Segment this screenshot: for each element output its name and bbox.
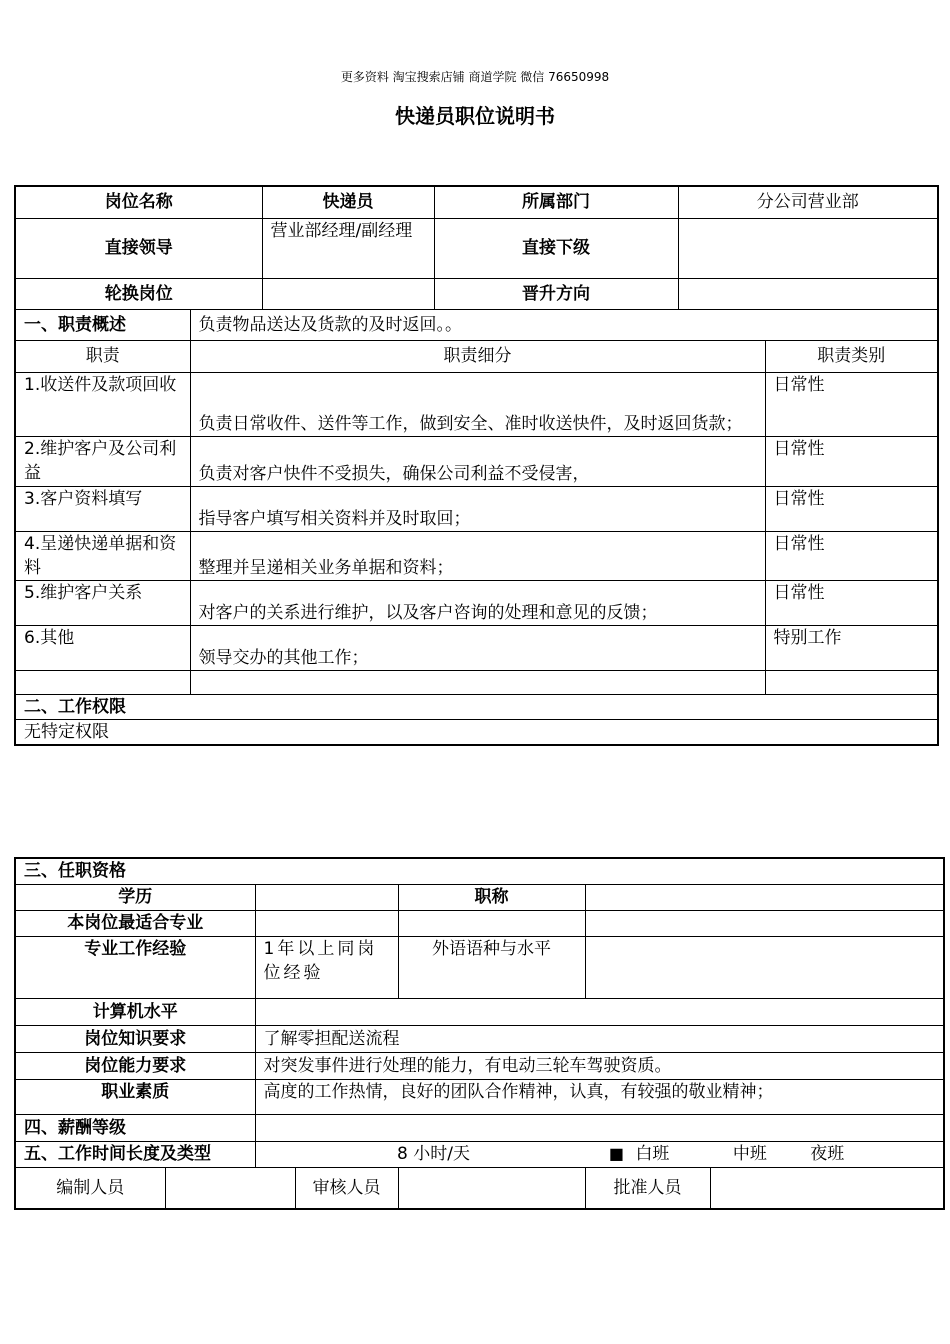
- authority-label-row: [15, 694, 938, 719]
- approver-label: 批准人员: [585, 1167, 710, 1209]
- duty-overview-label: 一、职责概述: [15, 309, 190, 340]
- duty-overview-row: [15, 309, 938, 340]
- subordinate-label: 直接下级: [434, 218, 678, 278]
- knowledge-value: 了解零担配送流程: [255, 1025, 944, 1052]
- table-row: [15, 486, 938, 531]
- authority-text: 无特定权限: [15, 719, 938, 745]
- duty-overview-text: 负责物品送达及货款的及时返回。。: [190, 309, 938, 340]
- title-label: 职称: [398, 884, 585, 910]
- work-time-row: [15, 1141, 944, 1167]
- post-name-label: 岗位名称: [15, 186, 262, 218]
- header-note: 更多资料 淘宝搜索店铺 商道学院 微信 76650998: [340, 70, 610, 84]
- page-title: 快递员职位说明书: [395, 104, 555, 128]
- computer-value: [255, 998, 944, 1025]
- table-row: [15, 625, 938, 670]
- quality-label: 职业素质: [15, 1079, 255, 1114]
- experience-value: 1年以上同岗位经验: [255, 936, 398, 998]
- dept-label: 所属部门: [434, 186, 678, 218]
- duty-name: 5.维护客户关系: [15, 580, 190, 625]
- leader-label: 直接领导: [15, 218, 262, 278]
- duty-header-detail: 职责细分: [190, 340, 765, 372]
- knowledge-row: [15, 1025, 944, 1052]
- info-row-rotation: [15, 278, 938, 309]
- info-row-post: [15, 186, 938, 218]
- shift-mid: 中班: [732, 1144, 767, 1164]
- qualification-label: 三、任职资格: [15, 858, 944, 884]
- qualification-table: [14, 857, 945, 1210]
- info-row-leader: [15, 218, 938, 278]
- authority-label: 二、工作权限: [15, 694, 938, 719]
- duty-detail: 负责日常收件、送件等工作，做到安全、准时收送快件，及时返回货款；: [190, 372, 765, 436]
- authority-text-row: [15, 719, 938, 745]
- duty-header-category: 职责类别: [765, 340, 938, 372]
- computer-row: [15, 998, 944, 1025]
- ability-label: 岗位能力要求: [15, 1052, 255, 1079]
- signoff-row: [15, 1167, 944, 1209]
- selected-square-icon: ■: [608, 1144, 625, 1163]
- language-label: 外语语种与水平: [398, 936, 585, 998]
- qualification-label-row: [15, 858, 944, 884]
- major-row: [15, 910, 944, 936]
- quality-value: 高度的工作热情，良好的团队合作精神，认真，有较强的敬业精神；: [255, 1079, 944, 1114]
- experience-row: [15, 936, 944, 998]
- table-row: [15, 531, 938, 580]
- duty-detail: 负责对客户快件不受损失，确保公司利益不受侵害，: [190, 436, 765, 486]
- shift-day: 白班: [635, 1144, 670, 1164]
- work-time-value: [255, 1141, 944, 1167]
- table-row: [15, 372, 938, 436]
- salary-row: [15, 1114, 944, 1141]
- salary-label: 四、薪酬等级: [15, 1114, 255, 1141]
- editor-label: 编制人员: [15, 1167, 165, 1209]
- duty-header-row: [15, 340, 938, 372]
- post-name-value: 快递员: [262, 186, 434, 218]
- knowledge-label: 岗位知识要求: [15, 1025, 255, 1052]
- quality-row: [15, 1079, 944, 1114]
- table-row: [15, 436, 938, 486]
- duty-table: [14, 185, 939, 746]
- major-label: 本岗位最适合专业: [15, 910, 255, 936]
- major-value: [255, 910, 398, 936]
- rotation-label: 轮换岗位: [15, 278, 262, 309]
- computer-label: 计算机水平: [15, 998, 255, 1025]
- duty-detail: 领导交办的其他工作；: [190, 625, 765, 670]
- duty-category: 日常性: [765, 436, 938, 486]
- ability-row: [15, 1052, 944, 1079]
- duty-category: 特别工作: [765, 625, 938, 670]
- salary-value: [255, 1114, 944, 1141]
- reviewer-label: 审核人员: [295, 1167, 398, 1209]
- duty-name: 3.客户资料填写: [15, 486, 190, 531]
- ability-value: 对突发事件进行处理的能力，有电动三轮车驾驶资质。: [255, 1052, 944, 1079]
- duty-detail: 指导客户填写相关资料并及时取回；: [190, 486, 765, 531]
- promotion-value: [678, 278, 938, 309]
- promotion-label: 晋升方向: [434, 278, 678, 309]
- duty-detail: 对客户的关系进行维护，以及客户咨询的处理和意见的反馈；: [190, 580, 765, 625]
- table-row: [15, 580, 938, 625]
- subordinate-value: [678, 218, 938, 278]
- shift-night: 夜班: [810, 1144, 845, 1164]
- duty-name: 6.其他: [15, 625, 190, 670]
- title-value: [585, 884, 944, 910]
- duty-header-duty: 职责: [15, 340, 190, 372]
- duty-name: 4.呈递快递单据和资料: [15, 531, 190, 580]
- education-label: 学历: [15, 884, 255, 910]
- duty-category: 日常性: [765, 486, 938, 531]
- language-value: [585, 936, 944, 998]
- duty-name: 1.收送件及款项回收: [15, 372, 190, 436]
- work-time-label: 五、工作时间长度及类型: [15, 1141, 255, 1167]
- duty-category: 日常性: [765, 372, 938, 436]
- dept-value: 分公司营业部: [678, 186, 938, 218]
- work-hours: 8 小时/天: [397, 1144, 470, 1164]
- leader-value: 营业部经理/副经理: [262, 218, 434, 278]
- education-row: [15, 884, 944, 910]
- duty-category: 日常性: [765, 580, 938, 625]
- duty-detail: 整理并呈递相关业务单据和资料；: [190, 531, 765, 580]
- experience-label: 专业工作经验: [15, 936, 255, 998]
- rotation-value: [262, 278, 434, 309]
- duty-category: 日常性: [765, 531, 938, 580]
- education-value: [255, 884, 398, 910]
- empty-row: [15, 670, 938, 694]
- duty-name: 2.维护客户及公司利益: [15, 436, 190, 486]
